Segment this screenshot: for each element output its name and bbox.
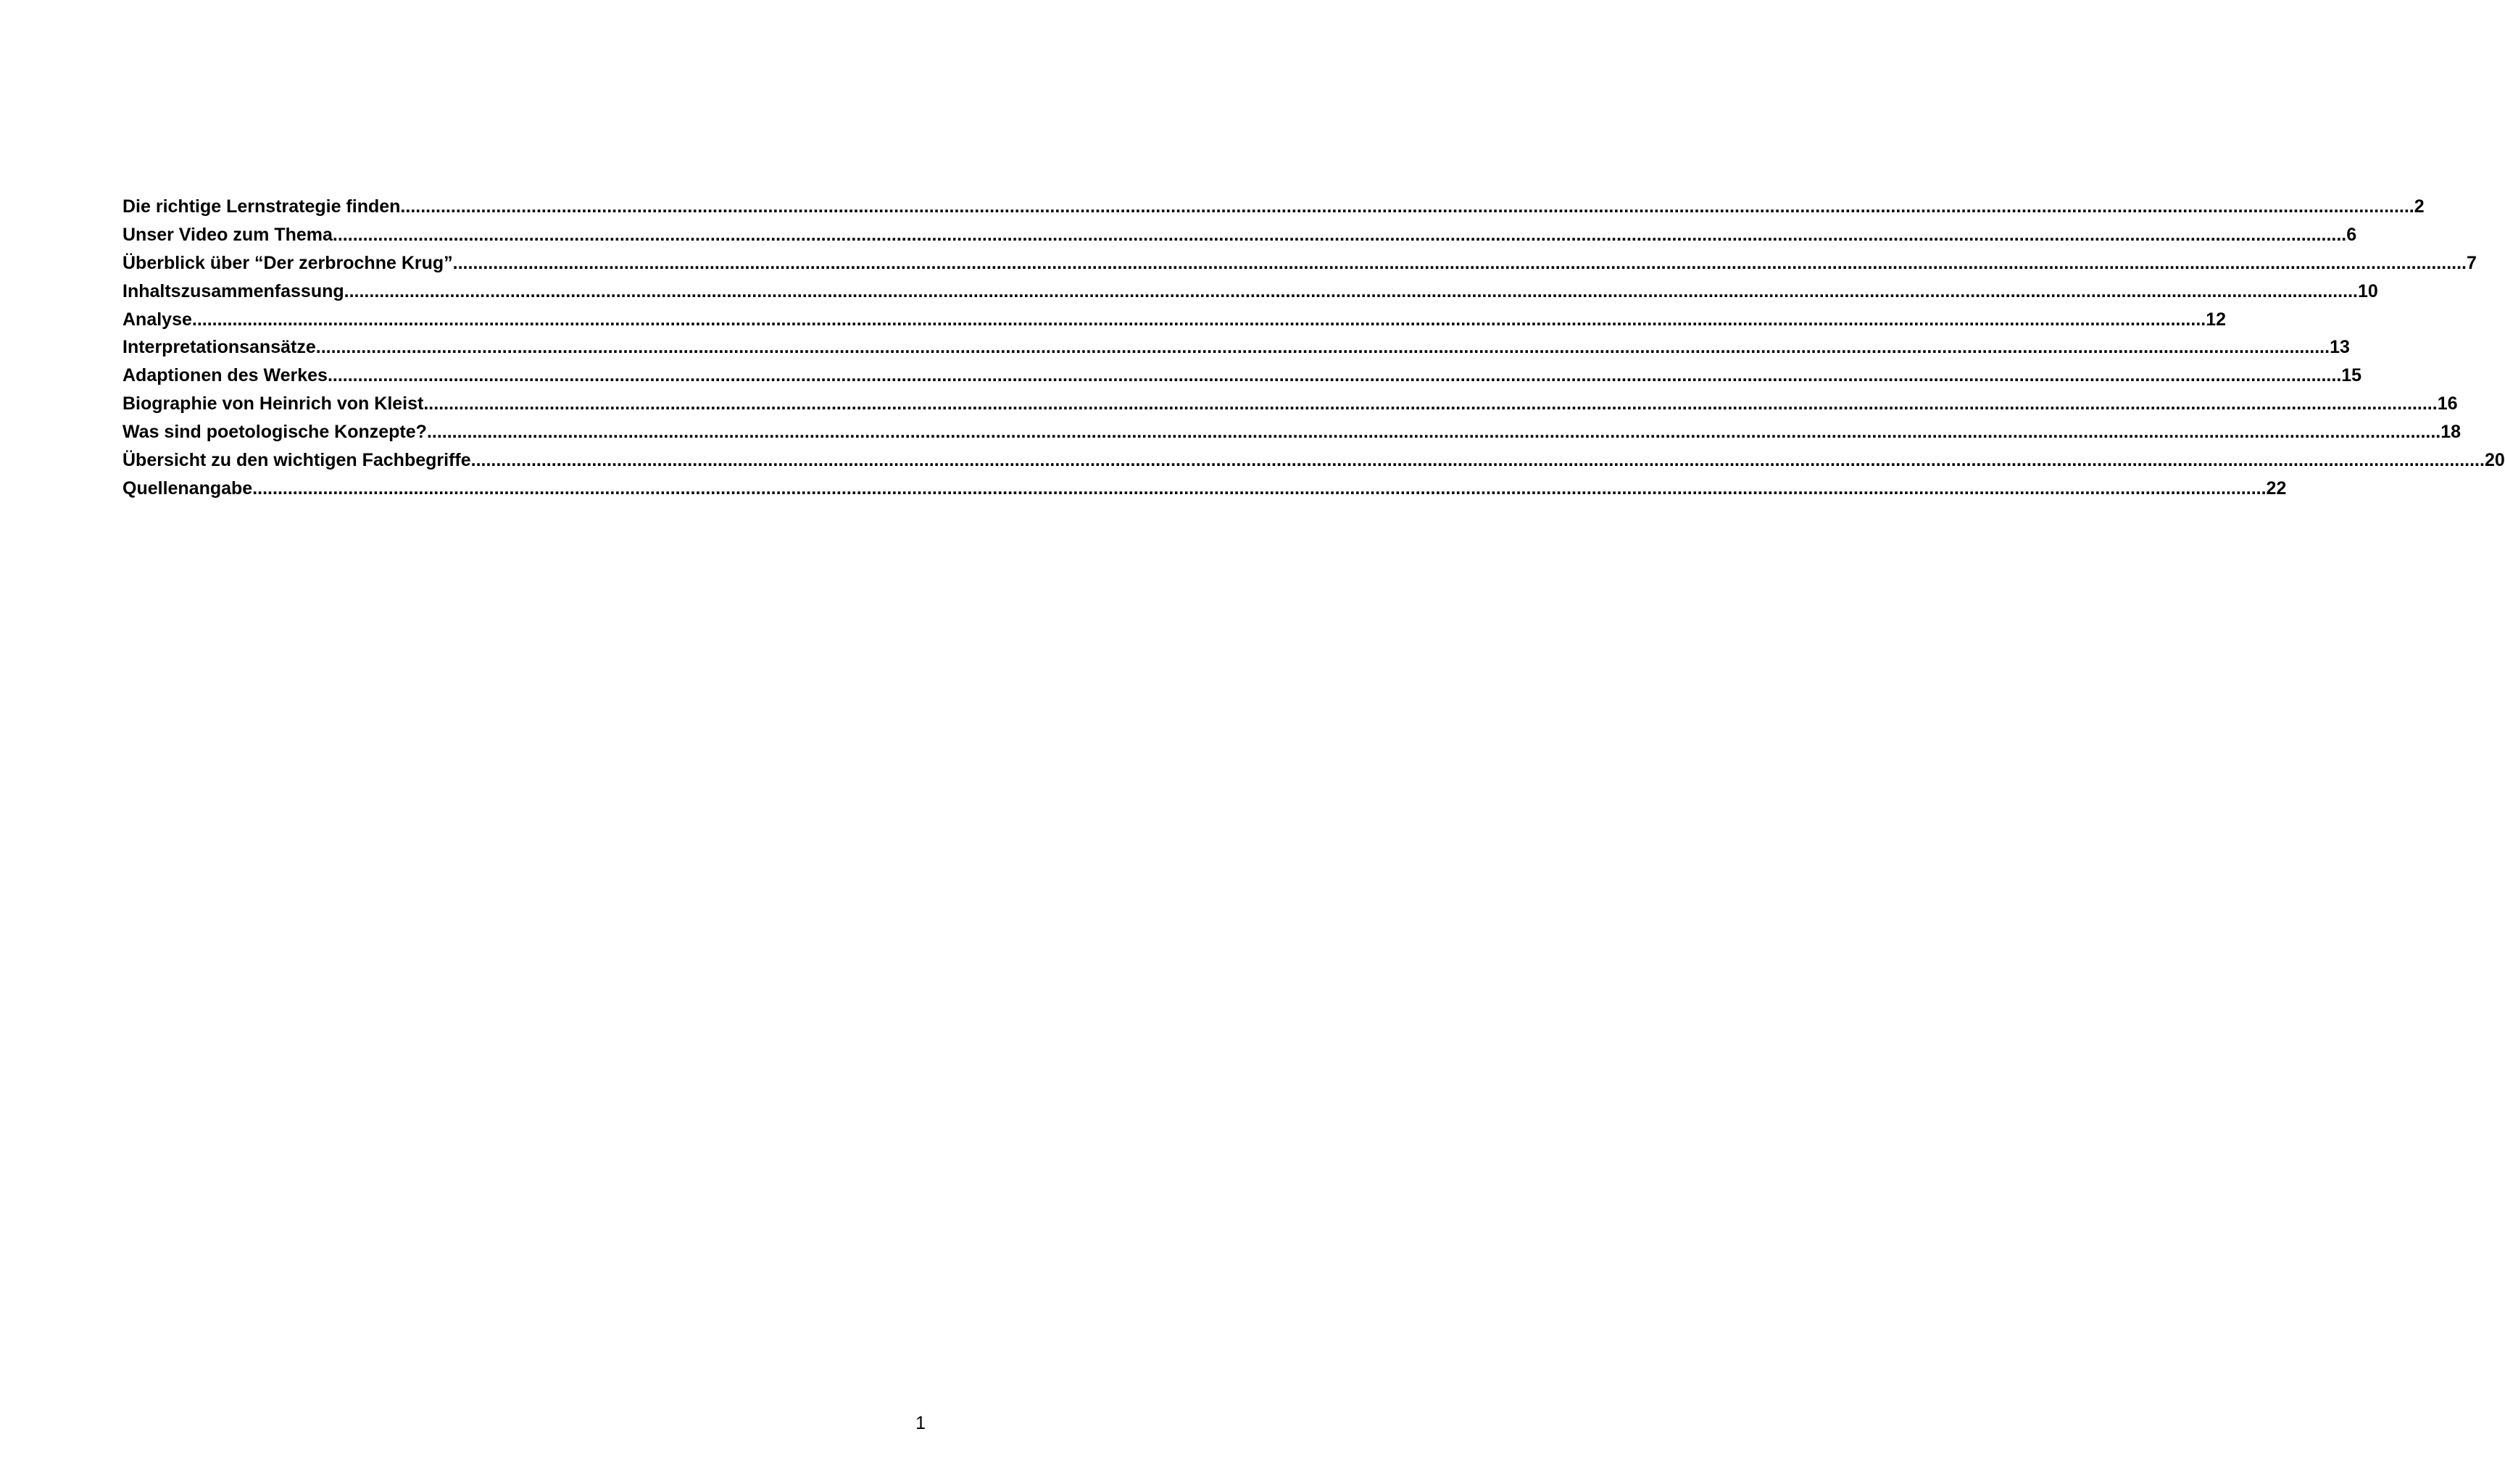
toc-entry-page: 18 (2440, 422, 2462, 443)
toc-entry-page: 16 (2437, 393, 2458, 414)
toc-entry-title: Interpretationsansätze (122, 337, 316, 358)
toc-entry-title: Unser Video zum Thema (122, 224, 333, 245)
toc-entry-page: 2 (2414, 196, 2425, 217)
toc-entry-title: Analyse (122, 309, 192, 330)
toc-leader-dots: ................................................................................................................................................................................................................................................................................................................................................................................................................ (191, 309, 2206, 330)
toc-entry-page: 6 (2346, 224, 2357, 245)
toc-entry-title: Quellenangabe (122, 478, 253, 499)
toc-leader-dots: ................................................................................................................................................................................................................................................................................................................................................................................................................ (423, 393, 2438, 414)
toc-entry-page: 13 (2330, 337, 2350, 358)
toc-entry-page: 20 (2484, 450, 2505, 471)
toc-leader-dots: ................................................................................................................................................................................................................................................................................................................................................................................................................ (332, 224, 2347, 245)
toc-entry[interactable] (122, 249, 2477, 278)
toc-leader-dots: ................................................................................................................................................................................................................................................................................................................................................................................................................ (400, 196, 2414, 217)
toc-entry[interactable] (122, 193, 2425, 221)
toc-entry-page: 12 (2206, 309, 2227, 330)
toc-entry[interactable] (122, 418, 2462, 446)
toc-entry[interactable] (122, 306, 2227, 334)
toc-entry-title: Adaptionen des Werkes (122, 365, 328, 386)
toc-entry-page: 10 (2357, 280, 2378, 301)
toc-entry[interactable] (122, 333, 2350, 362)
toc-entry-title: Inhaltszusammenfassung (122, 280, 344, 301)
toc-entry-title: Überblick über “Der zerbrochne Krug” (122, 252, 453, 273)
toc-entry-title: Was sind poetologische Konzepte? (122, 422, 427, 443)
toc-entry[interactable] (122, 362, 2362, 390)
table-of-contents (122, 193, 2505, 503)
toc-entry[interactable] (122, 221, 2357, 249)
toc-leader-dots: ................................................................................................................................................................................................................................................................................................................................................................................................................ (344, 280, 2358, 301)
toc-entry-title: Die richtige Lernstrategie finden (122, 196, 401, 217)
toc-entry[interactable] (122, 278, 2378, 306)
toc-entry[interactable] (122, 390, 2458, 418)
toc-leader-dots: ................................................................................................................................................................................................................................................................................................................................................................................................................ (327, 365, 2342, 386)
toc-entry-page: 15 (2341, 365, 2362, 386)
toc-leader-dots: ................................................................................................................................................................................................................................................................................................................................................................................................................ (426, 422, 2441, 443)
toc-leader-dots: ................................................................................................................................................................................................................................................................................................................................................................................................................ (452, 252, 2467, 273)
page-number: 1 (915, 1413, 926, 1433)
toc-entry-title: Übersicht zu den wichtigen Fachbegriffe (122, 450, 471, 471)
toc-entry[interactable] (122, 475, 2287, 503)
toc-entry-title: Biographie von Heinrich von Kleist (122, 393, 424, 414)
toc-entry[interactable] (122, 446, 2505, 475)
toc-leader-dots: ................................................................................................................................................................................................................................................................................................................................................................................................................ (315, 337, 2330, 358)
toc-leader-dots: ................................................................................................................................................................................................................................................................................................................................................................................................................ (470, 450, 2485, 471)
toc-entry-page: 7 (2466, 252, 2477, 273)
toc-entry-page: 22 (2266, 478, 2287, 499)
toc-leader-dots: ................................................................................................................................................................................................................................................................................................................................................................................................................ (252, 478, 2267, 499)
